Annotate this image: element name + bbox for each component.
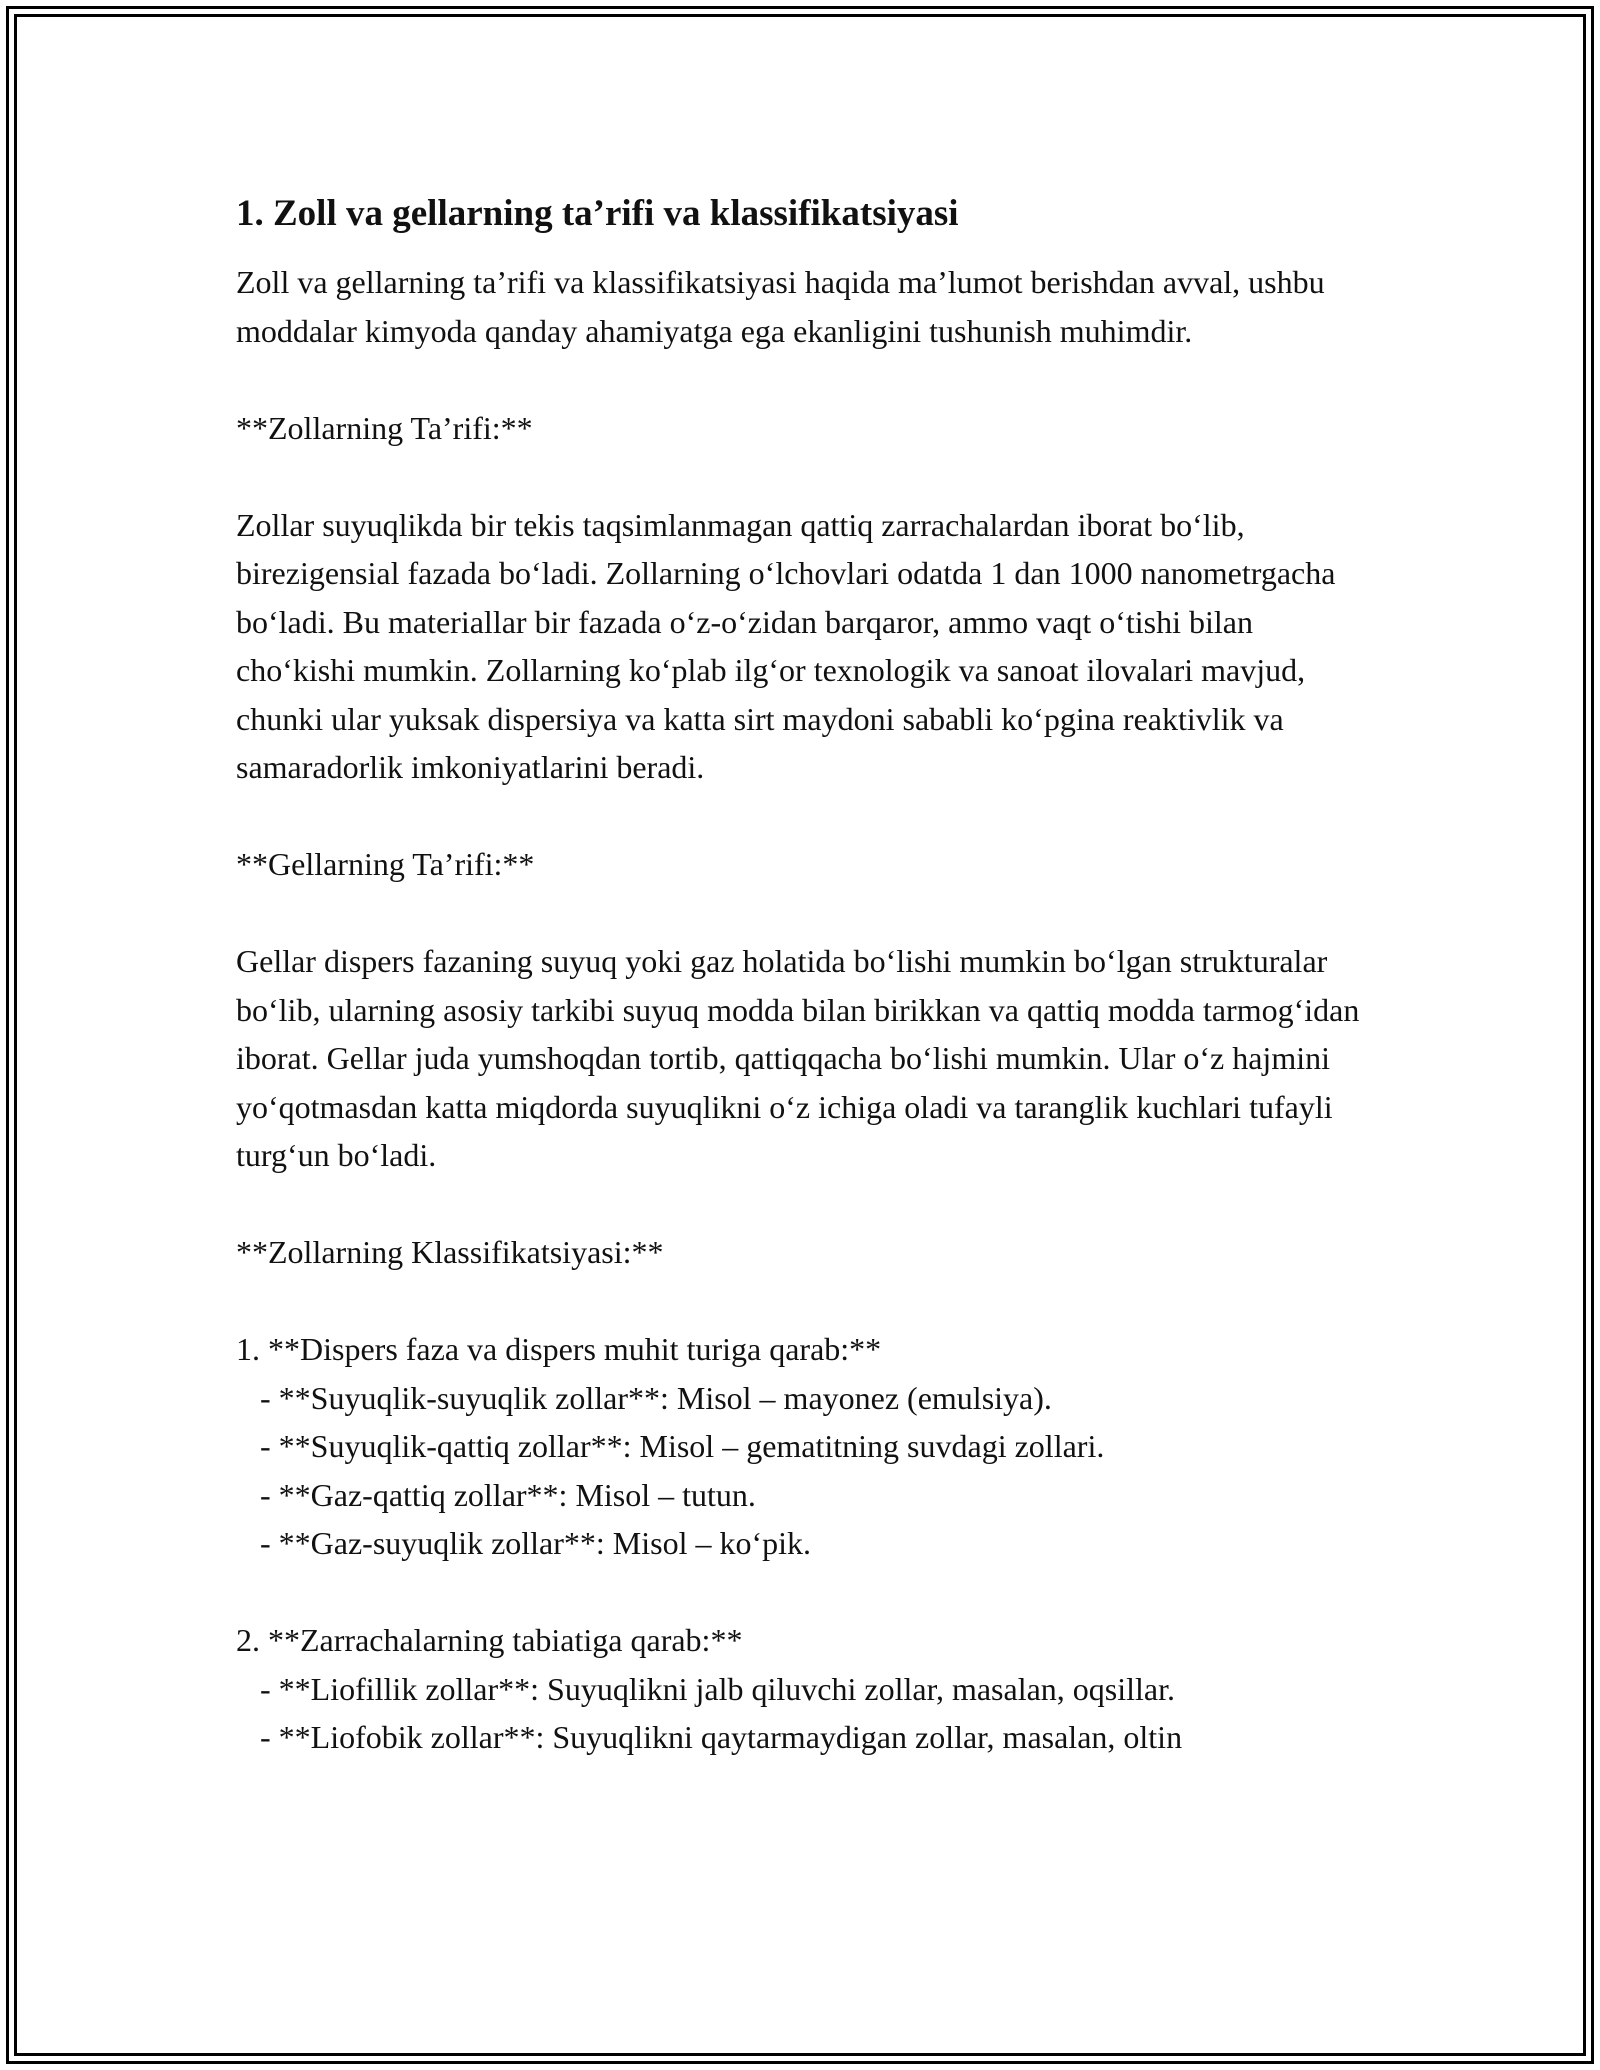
intro-paragraph: Zoll va gellarning ta’rifi va klassifikatsiyasi haqida ma’lumot berishdan avval, ushbu moddalar kimyoda qanday ahamiyatga ega ekanligini tushunish muhimdir. (236, 264, 1333, 349)
classification-group-title: 2. **Zarrachalarning tabiatiga qarab:** (236, 1622, 743, 1658)
section-heading: 1. Zoll va gellarning ta’rifi va klassifikatsiyasi (236, 193, 959, 234)
list-item: - **Suyuqlik-suyuqlik zollar**: Misol – mayonez (emulsiya). (236, 1379, 1052, 1416)
list-item: - **Liofillik zollar**: Suyuqlikni jalb qiluvchi zollar, masalan, oqsillar. (236, 1670, 1175, 1707)
sol-classification-title: **Zollarning Klassifikatsiyasi:** (236, 1234, 664, 1270)
classification-group-title: 1. **Dispers faza va dispers muhit turiga qarab:** (236, 1331, 882, 1367)
classification-group-1 (236, 1325, 1376, 1568)
list-item: - **Gaz-qattiq zollar**: Misol – tutun. (236, 1476, 756, 1513)
list-item: - **Suyuqlik-qattiq zollar**: Misol – gematitning suvdagi zollari. (236, 1428, 1105, 1464)
list-item: - **Liofobik zollar**: Suyuqlikni qaytarmaydigan zollar, masalan, oltin (236, 1719, 1183, 1755)
gel-definition-text: Gellar dispers fazaning suyuq yoki gaz holatida bo‘lishi mumkin bo‘lgan strukturalar bo‘lib, ularning asosiy tarkibi suyuq modda bilan birikkan va qattiq modda tarmog‘idan iborat. Gellar juda yumshoqdan tortib, qattiqqacha bo‘lishi mumkin. Ular o‘z hajmini yo‘qotmasdan katta miqdorda suyuqlikni o‘z ichiga oladi va taranglik kuchlari tufayli turg‘un bo‘ladi. (236, 943, 1368, 1173)
classification-group-2 (236, 1616, 1376, 1762)
document-body (236, 190, 1376, 1762)
list-item: - **Gaz-suyuqlik zollar**: Misol – ko‘pik. (236, 1525, 812, 1561)
gel-definition-title: **Gellarning Ta’rifi:** (236, 846, 535, 882)
sol-definition-title: **Zollarning Ta’rifi:** (236, 409, 533, 446)
sol-definition-text: Zollar suyuqlikda bir tekis taqsimlanmagan qattiq zarrachalardan iborat bo‘lib, birezigensial fazada bo‘ladi. Zollarning o‘lchovlari odatda 1 dan 1000 nanometrgacha bo‘ladi. Bu materiallar bir fazada o‘z-o‘zidan barqaror, ammo vaqt o‘tishi bilan cho‘kishi mumkin. Zollarning ko‘plab ilg‘or texnologik va sanoat ilovalari mavjud, chunki ular yuksak dispersiya va katta sirt maydoni sababli ko‘pgina reaktivlik va samaradorlik imkoniyatlarini beradi. (236, 506, 1344, 785)
